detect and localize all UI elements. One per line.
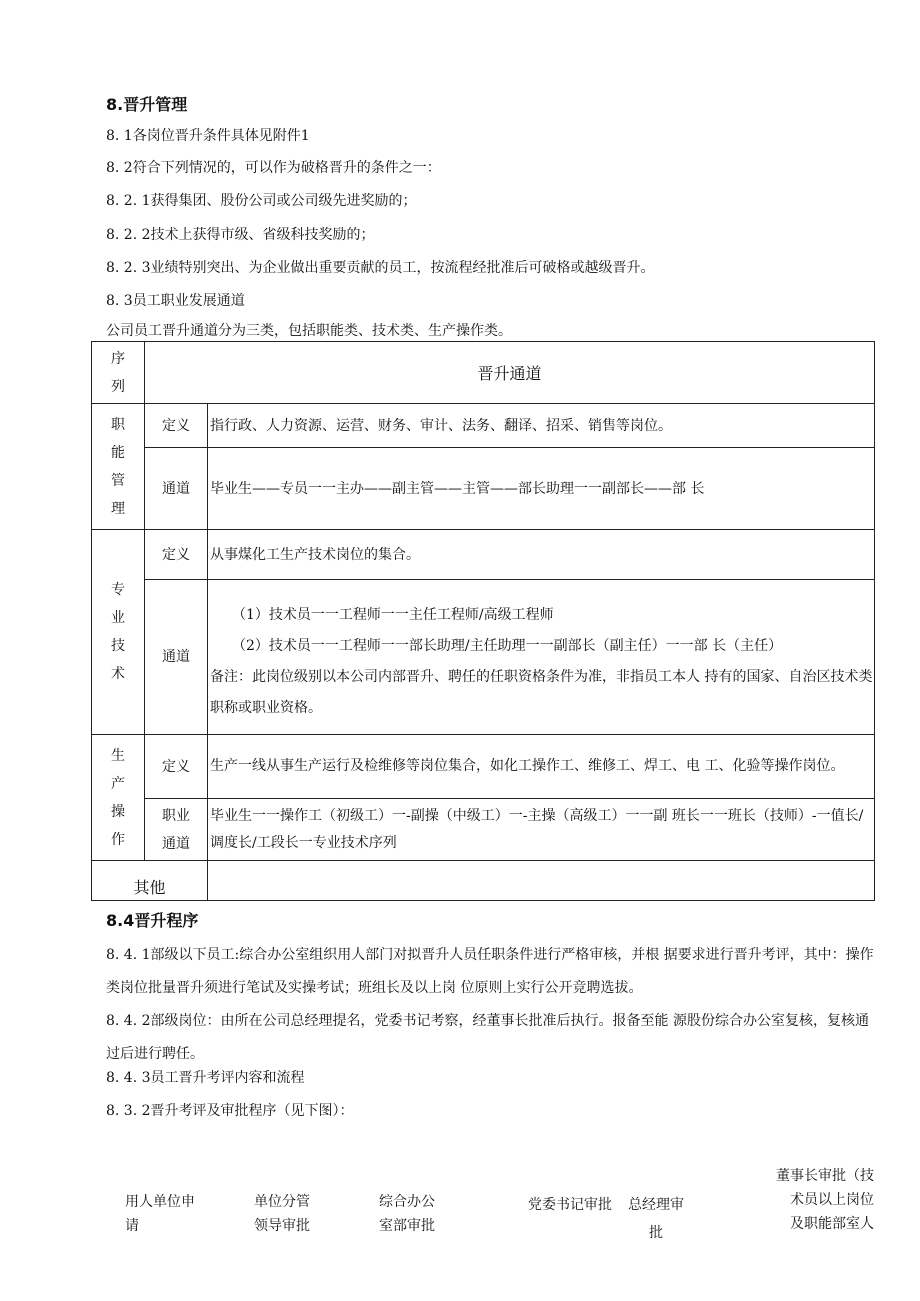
other-row — [92, 861, 875, 901]
sec84-para-1: 8. 4. 1部级以下员工:综合办公室组织用人部门对拟晋升人员任职条件进行严格审核，并根 据要求进行晋升考评，其中：操作类岗位批量晋升须进行笔试及实操考试；班组长及以上岗 位原则上实行公开竞聘选拔。 — [106, 947, 874, 996]
section-8-title: 8.晋升管理 — [106, 95, 188, 114]
flow-step-general-manager: 总经理审 批 — [628, 1197, 684, 1241]
production-def-text: 生产一线从事生产运行及检维修等岗位集合，如化工操作工、维修工、焊工、电 工、化验等操作岗位。 — [208, 735, 875, 799]
technical-path-label: 通道 — [145, 580, 208, 735]
sec84-para-2: 8. 4. 2部级岗位：由所在公司总经理提名，党委书记考察，经董事长批准后执行。报备至能 源股份综合办公室复核，复核通过后进行聘任。 — [106, 1013, 869, 1062]
technical-path-note: 备注：此岗位级别以本公司内部晋升、聘任的任职资格条件为准，非指员工本人 持有的国家、自治区技术类职称或职业资格。 — [210, 669, 873, 716]
functional-def-row — [92, 404, 875, 448]
functional-path-text: 毕业生——专员一一主办——副主管——主管——部长助理一一副部长——部 长 — [208, 448, 875, 530]
production-path-label: 职业 通道 — [145, 799, 208, 861]
production-def-row — [92, 735, 875, 799]
channel-header: 晋升通道 — [145, 342, 875, 404]
promotion-channel-table — [91, 341, 875, 901]
production-def-label: 定义 — [145, 735, 208, 799]
flow-step-party-secretary: 党委书记审批 — [528, 1197, 612, 1213]
technical-path-line-1: （1）技术员一一工程师一一主任工程师/高级工程师 — [232, 607, 554, 623]
production-path-text: 毕业生一一操作工（初级工）一-副操（中级工）一-主操（高级工）一一副 班长一一班长（技师）-一值长/调度长/工段长一专业技术序列 — [208, 799, 875, 861]
functional-path-label: 通道 — [145, 448, 208, 530]
technical-def-label: 定义 — [145, 530, 208, 580]
other-label: 其他 — [92, 861, 208, 901]
technical-path-line-2: （2）技术员一一工程师一一部长助理/主任助理一一副部长（副主任）一一部 长（主任） — [232, 638, 783, 654]
functional-category: 职 能 管 理 — [92, 404, 145, 530]
table-header-row — [92, 342, 875, 404]
sec8-line-2: 8. 2符合下列情况的，可以作为破格晋升的条件之一： — [106, 160, 441, 176]
flow-step-office-approve: 综合办公 室部审批 — [379, 1194, 435, 1234]
technical-category: 专 业 技 术 — [92, 530, 145, 735]
flow-step-unit-apply: 用人单位申 请 — [125, 1194, 195, 1234]
sec8-line-5: 8. 2. 3业绩特别突出、为企业做出重要贡献的员工，按流程经批准后可破格或越级晋升。 — [106, 260, 655, 276]
flow-step-leader-approve: 单位分管 领导审批 — [254, 1194, 310, 1234]
sec84-para-4: 8. 3. 2晋升考评及审批程序（见下图）： — [106, 1103, 354, 1119]
sec84-para-3: 8. 4. 3员工晋升考评内容和流程 — [106, 1070, 305, 1086]
functional-def-label: 定义 — [145, 404, 208, 448]
functional-path-row — [92, 448, 875, 530]
sec8-line-3: 8. 2. 1获得集团、股份公司或公司级先进奖励的； — [106, 193, 417, 209]
other-text — [208, 861, 875, 901]
functional-def-text: 指行政、人力资源、运营、财务、审计、法务、翻译、招采、销售等岗位。 — [208, 404, 875, 448]
sec8-line-4: 8. 2. 2技术上获得市级、省级科技奖励的； — [106, 227, 375, 243]
sec8-line-1: 8. 1各岗位晋升条件具体见附件1 — [106, 128, 310, 144]
section-84-title: 8.4晋升程序 — [106, 911, 199, 930]
technical-path-row — [92, 580, 875, 735]
flow-step-chairman: 董事长审批（技 术员以上岗位 及职能部室人 — [776, 1168, 874, 1232]
production-path-row — [92, 799, 875, 861]
seq-header: 序 列 — [92, 342, 145, 404]
technical-path-cell — [208, 580, 875, 735]
sec8-line-7: 公司员工晋升通道分为三类，包括职能类、技术类、生产操作类。 — [106, 323, 512, 339]
production-category: 生 产 操 作 — [92, 735, 145, 861]
sec8-line-6: 8. 3员工职业发展通道 — [106, 293, 245, 309]
technical-def-text: 从事煤化工生产技术岗位的集合。 — [208, 530, 875, 580]
technical-def-row — [92, 530, 875, 580]
